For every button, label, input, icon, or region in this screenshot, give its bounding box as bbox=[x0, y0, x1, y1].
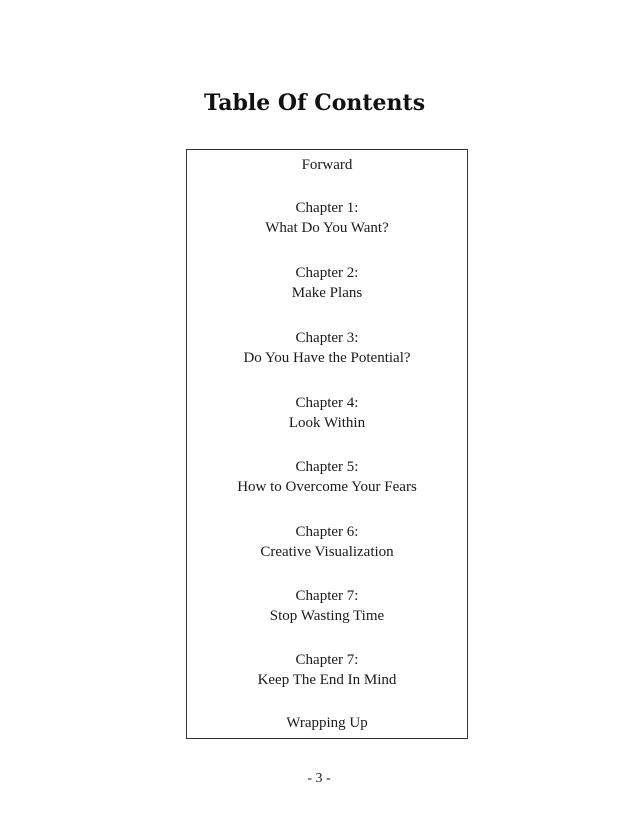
toc-chapter-title: Keep The End In Mind bbox=[257, 672, 397, 688]
toc-chapter-number: Chapter 7: bbox=[295, 652, 359, 668]
toc-chapter-number: Chapter 7: bbox=[295, 588, 359, 604]
toc-chapter-number: Chapter 4: bbox=[295, 395, 359, 411]
toc-chapter-title: Do You Have the Potential? bbox=[243, 350, 411, 366]
toc-chapter-title: Stop Wasting Time bbox=[269, 608, 385, 624]
toc-chapter-number: Chapter 5: bbox=[295, 459, 359, 475]
toc-chapter-number: Chapter 3: bbox=[295, 330, 359, 346]
toc-chapter-title: Look Within bbox=[288, 415, 366, 431]
toc-chapter-title: How to Overcome Your Fears bbox=[237, 479, 417, 495]
toc-chapter-title: Creative Visualization bbox=[260, 544, 394, 560]
toc-chapter-title: What Do You Want? bbox=[265, 220, 389, 236]
toc-entry-forward: Forward bbox=[301, 157, 353, 173]
page-number: - 3 - bbox=[307, 771, 331, 786]
toc-chapter-number: Chapter 1: bbox=[295, 200, 359, 216]
toc-chapter-number: Chapter 2: bbox=[295, 265, 359, 281]
table-of-contents-box bbox=[186, 149, 468, 739]
toc-chapter-number: Chapter 6: bbox=[295, 524, 359, 540]
toc-entry-wrapping-up: Wrapping Up bbox=[286, 715, 368, 731]
toc-chapter-title: Make Plans bbox=[291, 285, 363, 301]
page-title: Table Of Contents bbox=[204, 90, 426, 116]
